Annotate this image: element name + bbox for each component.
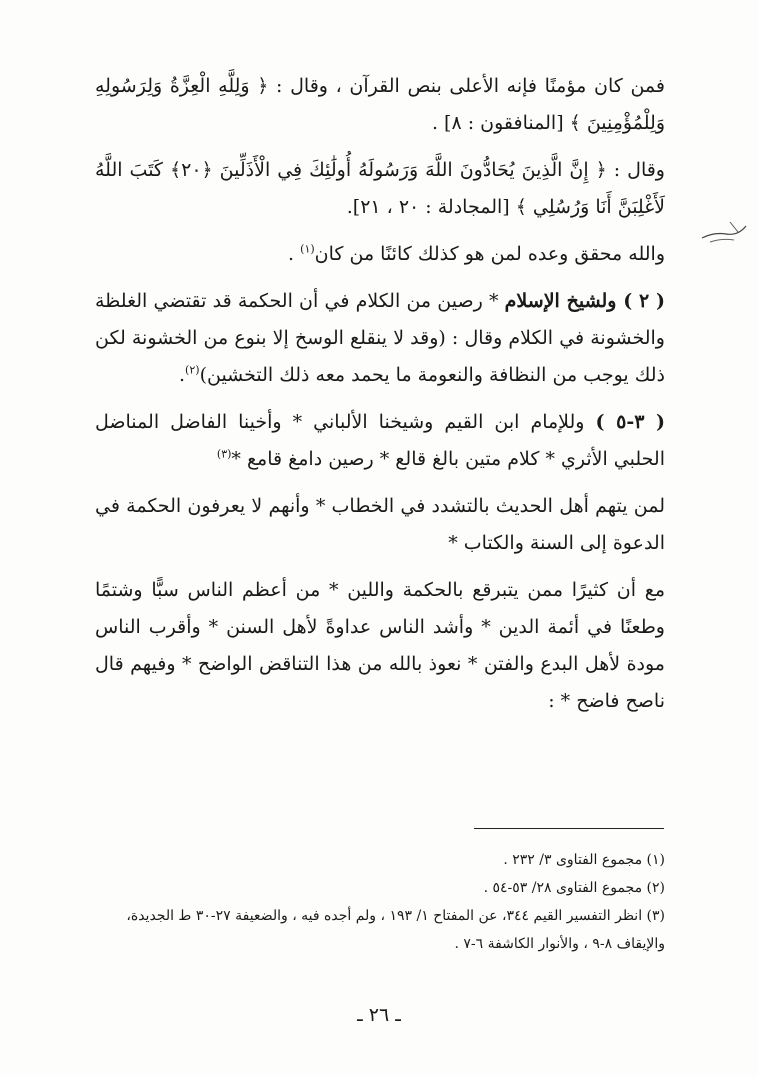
- paragraph-6: لمن يتهم أهل الحديث بالتشدد في الخطاب * وأنهم لا يعرفون الحكمة في الدعوة إلى السنة والكتاب *: [95, 495, 665, 554]
- margin-pen-mark: [700, 218, 748, 252]
- paragraph-4-end: .: [179, 364, 186, 386]
- paragraph-5: [95, 404, 665, 478]
- page-number: ـ ٢٦ ـ: [357, 1004, 401, 1026]
- footnote-2: (٢) مجموع الفتاوى ٢٨/ ٥٣-٥٤ .: [483, 880, 665, 896]
- footnote-1: (١) مجموع الفتاوى ٣/ ٢٣٢ .: [503, 852, 665, 868]
- paragraph-3: [95, 236, 665, 273]
- footnotes: [95, 846, 665, 958]
- paragraph-4-lead: ( ٢ ) ولشيخ الإسلام: [504, 290, 665, 312]
- paragraph-2: وقال : ﴿ إِنَّ الَّذِينَ يُحَادُّونَ اللَّهَ وَرَسُولَهُ أُولَٰئِكَ فِي الْأَذَلِّينَ ﴿٢٠﴾ كَتَبَ اللَّهُ لَأَغْلِبَنَّ أَنَا وَرُسُلِي ﴾ [المجادلة : ٢٠ ، ٢١].: [95, 159, 665, 218]
- footnote-divider: [474, 828, 664, 829]
- footnote-3: (٣) انظر التفسير القيم ٣٤٤، عن المفتاح ١/ ١٩٣ ، ولم أجده فيه ، والضعيفة ٢٧-٣٠ ط الجديدة، والإيقاف ٨-٩ ، والأنوار الكاشفة ٦-٧ .: [126, 908, 665, 952]
- paragraph-5-text: وللإمام ابن القيم وشيخنا الألباني * وأخينا الفاضل المناضل الحلبي الأثري * كلام متين بالغ قالع * رصين دامغ قامع *: [95, 411, 665, 470]
- paragraph-4: [95, 283, 665, 394]
- main-text: [95, 68, 665, 720]
- paragraph-5-lead: ( ٣-٥ ): [595, 411, 666, 433]
- footnote-ref-1: (١): [300, 242, 315, 256]
- paragraph-3-text: والله محقق وعده لمن هو كذلك كائنًا من كان: [314, 243, 665, 265]
- paragraph-4-text: * رصين من الكلام في أن الحكمة قد تقتضي الغلظة والخشونة في الكلام وقال : (وقد لا ينقلع الوسخ إلا بنوع من الخشونة لكن ذلك يوجب من النظافة والنعومة ما يحمد معه ذلك التخشين): [95, 290, 665, 386]
- paragraph-3-end: .: [288, 243, 301, 265]
- paragraph-7: مع أن كثيرًا ممن يتبرقع بالحكمة واللين * من أعظم الناس سبًّا وشتمًا وطعنًا في أئمة الدين * وأشد الناس عداوةً لأهل السنن * وأقرب الناس مودة لأهل البدع والفتن * نعوذ بالله من هذا التناقض الواضح * وفيهم قال ناصح فاضح * :: [95, 579, 665, 712]
- paragraph-1: فمن كان مؤمنًا فإنه الأعلى بنص القرآن ، وقال : ﴿ وَلِلَّهِ الْعِزَّةُ وَلِرَسُولِهِ وَلِلْمُؤْمِنِينَ ﴾ [المنافقون : ٨] .: [95, 75, 665, 134]
- footnote-ref-3: (٣): [216, 447, 232, 461]
- footnote-ref-2: (٢): [185, 363, 200, 377]
